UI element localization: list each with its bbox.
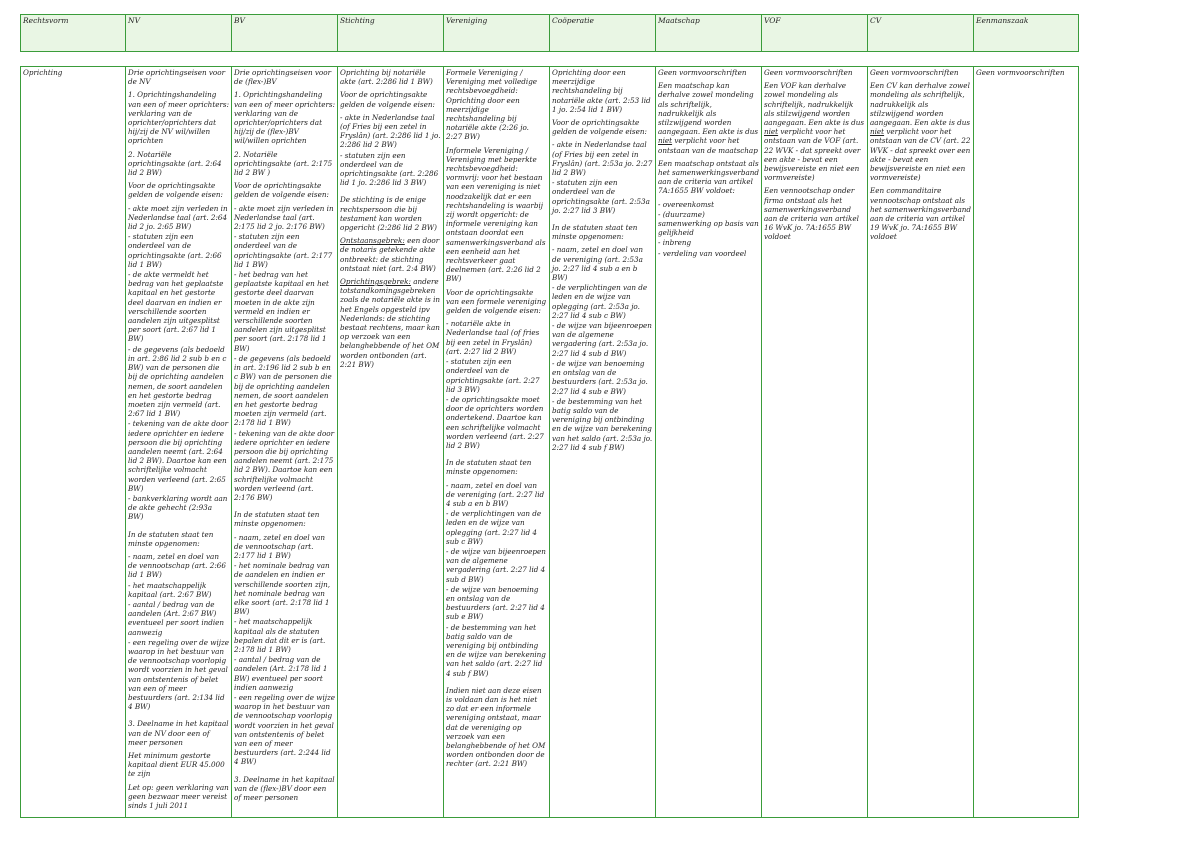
stichting-ontstaansgebrek (340, 236, 441, 273)
cooperatie-bullet: - de bestemming van het batig saldo van de vereniging bij ontbinding en de wijze van berekening van het saldo (art. 2:53a jo. 2:27 lid 4 sub f BW) (552, 396, 653, 452)
nv-text: 3. Deelname in het kapitaal van de NV door een of meer personen (128, 719, 229, 747)
cell-bv (232, 67, 338, 818)
vereniging-bullet: - notariële akte in Nederlandse taal (of fries bij een zetel in Fryslân) (art. 2:27 lid 2 BW) (446, 319, 540, 356)
cell-nv (126, 67, 232, 818)
header-cell-rechtsvorm: Rechtsvorm (21, 15, 126, 52)
header-cell-vof: VOF (762, 15, 868, 52)
bv-text: 3. Deelname in het kapitaal van de (flex-)BV door een of meer personen (234, 774, 335, 803)
nv-text: Drie oprichtingseisen voor de NV (128, 68, 226, 87)
header-cell-vereniging: Vereniging (444, 15, 550, 52)
nv-text: 2. Notariële oprichtingsakte (art. 2:64 lid 2 BW) (128, 149, 222, 178)
maatschap-akte-b: verplicht voor het ontstaan van de maatschap (658, 136, 758, 155)
stichting-oprichtingsgebrek (340, 277, 441, 369)
stichting-text: Oprichting bij notariële akte (art. 2:286 lid 1 BW) (340, 68, 433, 87)
cooperatie-bullet: - de wijze van bijeenroepen van de algemene vergadering (art. 2:53a jo. 2:27 lid 4 sub d BW) (552, 321, 652, 358)
nv-text: Het minimum gestorte kapitaal dient EUR 45.000 te zijn (128, 751, 225, 779)
nv-bullet: - een regeling over de wijze waarop in het bestuur van de vennootschap voorlopig wordt voorzien in het geval van ontstentenis of belet van een of meer bestuurders (art. 2:134 lid 4 BW) (128, 637, 230, 712)
vereniging-bullet: - de verplichtingen van de leden en de wijze van oplegging (art. 2:27 lid 4 sub c BW) (446, 509, 542, 546)
vof-akte-b: verplicht voor het ontstaan van de VOF (art. 22 WVK - dat spreekt over een akte - bevat een bewijsvereiste en niet een vormvereiste) (764, 127, 861, 183)
oprichtingsgebrek-text: andere totstandkomingsgebreken zoals de notariële akte is in het Engels opgesteld ipv Nederlands: de stichting bestaat rechtens, maar kan op verzoek van een belanghebbende of het OM worden ontbonden (art. 2:21 BW) (340, 277, 441, 369)
oprichtingsgebrek-term: Oprichtingsgebrek: (340, 277, 411, 287)
vof-akte-a: Een VOF kan derhalve zowel mondeling als schriftelijk, nadrukkelijk als stilzwijgend worden aangegaan. Een akte is dus (764, 81, 865, 128)
maatschap-text: Een maatschap ontstaat als het samenwerkingsverband aan de criteria van artikel 7A:1655 BW voldoet: (658, 158, 760, 196)
header-cell-maatschap: Maatschap (656, 15, 762, 52)
maatschap-text: Geen vormvoorschriften (658, 68, 747, 77)
eenmanszaak-text: Geen vormvoorschriften (976, 68, 1065, 77)
cooperatie-bullet: - de wijze van benoeming en ontslag van de bestuurders (art. 2:53a jo. 2:27 lid 4 sub e BW) (552, 358, 648, 396)
vof-niet: niet (764, 127, 779, 137)
header-cell-cv: CV (868, 15, 974, 52)
bv-bullet: - statuten zijn een onderdeel van de oprichtingsakte (art. 2:177 lid 1 BW) (234, 232, 333, 269)
vereniging-bullet: - de wijze van benoeming en ontslag van de bestuurders (art. 2:27 lid 4 sub e BW) (446, 584, 545, 622)
header-cell-cooperatie: Coöperatie (550, 15, 656, 52)
cell-stichting (338, 67, 444, 818)
bv-bullet: - tekening van de akte door iedere oprichter en iedere persoon die bij oprichting aandelen neemt (art. 2:175 lid 2 BW). Daartoe kan een schriftelijke volmacht worden verleend (art. 2:176 BW) (234, 428, 335, 502)
vereniging-text: Voor de oprichtingsakte van een formele vereniging gelden de volgende eisen: (446, 287, 547, 316)
bv-bullet: - akte moet zijn verleden in Nederlandse taal (art. 2:175 lid 2 jo. 2:176 BW) (234, 203, 334, 232)
cooperatie-text: In de statuten staat ten minste opgenomen: (552, 223, 638, 242)
bv-text: Voor de oprichtingsakte gelden de volgende eisen: (234, 181, 329, 200)
header-cell-nv: NV (126, 15, 232, 52)
bv-bullet: - het maatschappelijk kapitaal als de statuten bepalen dat dit er is (art. 2:178 lid 1 BW) (234, 617, 326, 654)
cell-cv (868, 67, 974, 818)
bv-text: Drie oprichtingseisen voor de (flex-)BV (234, 68, 332, 87)
nv-bullet: - naam, zetel en doel van de vennootschap (art. 2:66 lid 1 BW) (128, 551, 226, 580)
ontstaansgebrek-term: Ontstaansgebrek: (340, 236, 405, 246)
nv-bullet: - het maatschappelijk kapitaal (art. 2:67 BW) (128, 580, 212, 599)
cv-text: Een commanditaire vennootschap ontstaat als het samenwerkingsverband aan de criteria van artikel 19 WvK jo. 7A:1655 BW voldoet (870, 186, 972, 242)
stichting-text: Voor de oprichtingsakte gelden de volgende eisen: (340, 90, 435, 109)
bv-bullet: - het bedrag van het geplaatste kapitaal en het gestorte deel daarvan moeten in de akte zijn vermeld en indien er verschillende soorten aandelen zijn uitgesplitst per soort (art. 2:178 lid 1 BW) (234, 270, 329, 353)
maatschap-akte (658, 81, 759, 155)
cv-niet: niet (870, 127, 885, 137)
nv-bullet: - akte moet zijn verleden in Nederlandse taal (art. 2:64 lid 2 jo. 2:65 BW) (128, 203, 228, 232)
vereniging-text: Informele Vereniging / Vereniging met beperkte rechtsbevoegdheid: vormvrij: voor het bestaan van een vereniging is niet noodzakelijk dat er een rechtshandeling is waarbij zij wordt opgericht: de informele vereniging kan ontstaan doordat een samenwerkingsverband als een eenheid aan het rechtsverkeer gaat deelnemen (art. 2:26 lid 2 BW) (446, 145, 546, 284)
cooperatie-bullet: - naam, zetel en doel van de vereniging (art. 2:53a jo. 2:27 lid 4 sub a en b BW) (552, 245, 643, 283)
cooperatie-text: Oprichting door een meerzijdige rechtshandeling bij notariële akte (art. 2:53 lid 1 jo. 2:54 lid 1 BW) (552, 68, 651, 114)
maatschap-bullet: - verdeling van voordeel (658, 248, 747, 258)
bv-bullet: - aantal / bedrag van de aandelen (Art. 2:178 lid 1 BW) eventueel per soort indien aanwezig (234, 655, 328, 692)
bv-text: 1. Oprichtingshandeling van een of meer oprichters: verklaring van de oprichter/oprichters dat hij/zij de (flex-)BV wil/willen oprichten (234, 90, 336, 146)
stichting-bullet: - akte in Nederlandse taal (of Fries bij een zetel in Fryslân) (art. 2:286 lid 1 jo. 2:286 lid 2 BW) (340, 112, 441, 150)
vereniging-bullet: - de wijze van bijeenroepen van de algemene vergadering (art. 2:27 lid 4 sub d BW) (446, 546, 546, 584)
nv-text: Voor de oprichtingsakte gelden de volgende eisen: (128, 181, 223, 200)
maatschap-bullet: - inbreng (658, 238, 692, 248)
maatschap-bullet: - (duurzame) samenwerking op basis van gelijkheid (658, 209, 759, 238)
cell-vereniging (444, 67, 550, 818)
header-row (21, 15, 1079, 52)
vereniging-bullet: - statuten zijn een onderdeel van de oprichtingsakte (art. 2:27 lid 3 BW) (446, 357, 540, 394)
maatschap-akte-a: Een maatschap kan derhalve zowel mondeling als schriftelijk, nadrukkelijk als stilzwijgend worden aangegaan. Een akte is dus (658, 81, 759, 137)
cv-akte (870, 81, 971, 182)
nv-text: In de statuten staat ten minste opgenomen: (128, 529, 214, 548)
cv-akte-a: Een CV kan derhalve zowel mondeling als schriftelijk, nadrukkelijk als stilzwijgend worden aangegaan. Een akte is dus (870, 81, 971, 128)
document (20, 14, 1078, 818)
header-cell-eenmanszaak: Eenmanszaak (974, 15, 1079, 52)
nv-text: 1. Oprichtingshandeling van een of meer oprichters: verklaring van de oprichter/oprichters dat hij/zij de NV wil/willen oprichten (128, 90, 230, 146)
bv-bullet: - de gegevens (als bedoeld in art. 2:196 lid 2 sub b en c BW) van de personen die bij de oprichting aandelen nemen, de soort aandelen en het gestorte bedrag moeten zijn vermeld (art. 2:178 lid 1 BW) (234, 353, 332, 428)
maatschap-niet: niet (658, 136, 673, 146)
nv-bullet: - tekening van de akte door iedere oprichter en iedere persoon die bij oprichting aandelen neemt (art. 2:64 lid 2 BW). Daartoe kan een schriftelijke volmacht worden verleend (art. 2:65 BW) (128, 419, 229, 493)
cv-text: Geen vormvoorschriften (870, 68, 959, 77)
vereniging-text: Indien niet aan deze eisen is voldaan dan is het niet zo dat er een informele vereniging ontstaat, maar dat de vereniging op verzoek van een belanghebbende of het OM worden ontbonden door de rechter (art. 2:21 BW) (446, 685, 546, 769)
nv-bullet: - aantal / bedrag van de aandelen (Art. 2:67 BW) eventueel per soort indien aanwezig (128, 599, 225, 637)
vereniging-bullet: - naam, zetel en doel van de vereniging (art. 2:27 lid 4 sub a en b BW) (446, 480, 545, 508)
vereniging-bullet: - de bestemming van het batig saldo van de vereniging bij ontbinding en de wijze van berekening van het saldo (art. 2:27 lid 4 sub f BW) (446, 622, 546, 678)
cooperatie-bullet: - statuten zijn een onderdeel van de oprichtingsakte (art. 2:53a jo. 2:27 lid 3 BW) (552, 178, 650, 215)
bv-text: In de statuten staat ten minste opgenomen: (234, 510, 320, 529)
vof-text: Geen vormvoorschriften (764, 68, 853, 77)
header-table (20, 14, 1079, 52)
cooperatie-bullet: - akte in Nederlandse taal (of Fries bij een zetel in Fryslân) (art. 2:53a jo. 2:27 lid 2 BW) (552, 140, 653, 178)
cooperatie-text: Voor de oprichtingsakte gelden de volgende eisen: (552, 118, 647, 137)
maatschap-bullet: - overeenkomst (658, 199, 715, 209)
nv-bullet: - bankverklaring wordt aan de akte gehecht (2:93a BW) (128, 493, 228, 522)
header-cell-stichting: Stichting (338, 15, 444, 52)
cell-vof (762, 67, 868, 818)
bv-bullet: - een regeling over de wijze waarop in het bestuur van de vennootschap voorlopig wordt voorzien in het geval van ontstentenis of belet van een of meer bestuurders (art. 2:244 lid 4 BW) (234, 693, 336, 767)
vereniging-text: Formele Vereniging / Vereniging met volledige rechtsbevoegdheid: Oprichting door een meerzijdige rechtshandeling bij notariële akte (2:26 jo. 2:27 BW) (446, 68, 538, 142)
ontstaansgebrek-text: een door de notaris getekende akte ontbreekt: de stichting ontstaat niet (art. 2:4 BW) (340, 236, 440, 273)
vereniging-text: In de statuten staat ten minste opgenomen: (446, 458, 532, 477)
bv-bullet: - naam, zetel en doel van de vennootschap (art. 2:177 lid 1 BW) (234, 532, 325, 560)
header-cell-bv: BV (232, 15, 338, 52)
nv-bullet: - de gegevens (als bedoeld in art. 2:86 lid 2 sub b en c BW) van de personen die bij de oprichting aandelen nemen, de soort aandelen en het gestorte bedrag moeten zijn vermeld (art. 2:67 lid 1 BW) (128, 344, 227, 419)
cell-maatschap (656, 67, 762, 818)
stichting-text: De stichting is de enige rechtspersoon die bij testament kan worden opgericht (2:286 lid 2 BW) (340, 195, 437, 233)
bv-bullet: - het nominale bedrag van de aandelen en indien er verschillende soorten zijn, het nominale bedrag van elke soort (art. 2:178 lid 1 BW) (234, 561, 331, 617)
row-label-oprichting: Oprichting (21, 67, 126, 818)
nv-bullet: - de akte vermeldt het bedrag van het geplaatste kapitaal en het gestorte deel daarvan en indien er verschillende soorten aandelen zijn uitgesplitst per soort (art. 2:67 lid 1 BW) (128, 270, 224, 344)
cv-akte-b: verplicht voor het ontstaan van de CV (art. 22 WVK - dat spreekt over een akte - bevat een bewijsvereiste en niet een vormvereiste) (870, 127, 971, 183)
cell-eenmanszaak (974, 67, 1079, 818)
body-table (20, 66, 1079, 818)
nv-text: Let op: geen verklaring van geen bezwaar meer vereist sinds 1 juli 2011 (128, 782, 229, 811)
vof-akte (764, 81, 865, 182)
oprichting-row (21, 67, 1079, 818)
stichting-bullet: - statuten zijn een onderdeel van de oprichtingsakte (art. 2:286 lid 1 jo. 2:286 lid 3 BW) (340, 150, 439, 188)
cell-cooperatie (550, 67, 656, 818)
vereniging-bullet: - de oprichtingsakte moet door de oprichters worden ondertekend. Daartoe kan een schriftelijke volmacht worden verleend (art. 2:27 lid 2 BW) (446, 394, 544, 450)
nv-bullet: - statuten zijn een onderdeel van de oprichtingsakte (art. 2:66 lid 1 BW) (128, 232, 222, 269)
cooperatie-bullet: - de verplichtingen van de leden en de wijze van oplegging (art. 2:53a jo. 2:27 lid 4 sub c BW) (552, 283, 648, 320)
bv-text: 2. Notariële oprichtingsakte (art. 2:175 lid 2 BW ) (234, 149, 333, 178)
vof-text: Een vennootschap onder firma ontstaat als het samenwerkingsverband aan de criteria van artikel 16 WvK jo. 7A:1655 BW voldoet (764, 186, 859, 242)
